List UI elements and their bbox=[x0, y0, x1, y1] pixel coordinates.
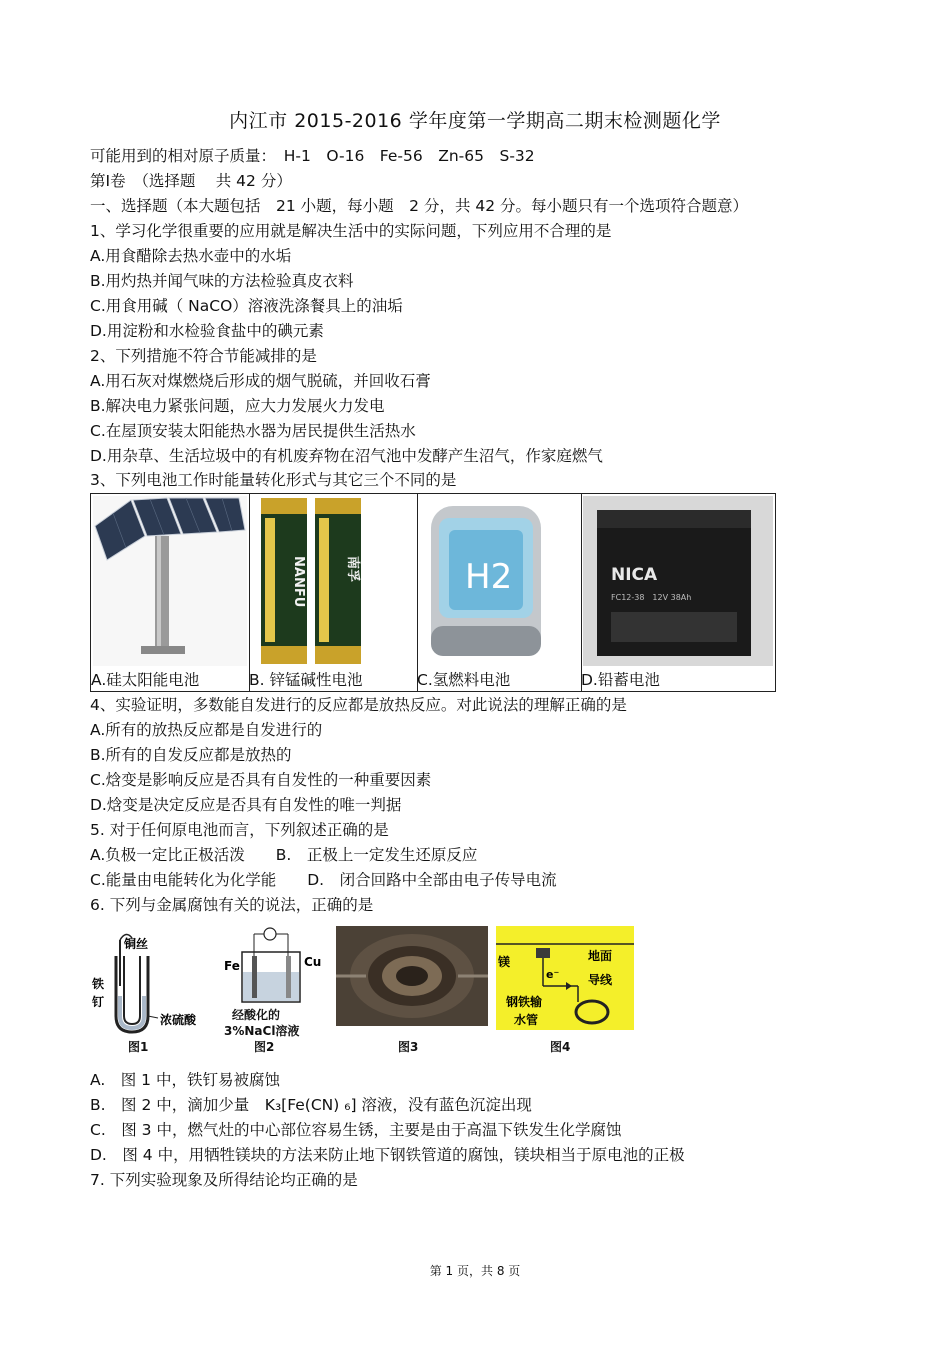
lead-brand-text: NICA bbox=[611, 565, 658, 585]
fig2-solution-1: 经酸化的 bbox=[232, 1008, 281, 1022]
fig2-fe-label: Fe bbox=[224, 959, 240, 973]
page-title: 内江市 2015-2016 学年度第一学期高二期末检测题化学 bbox=[229, 110, 721, 132]
cell-caption-b: B. 锌锰碱性电池 bbox=[249, 671, 363, 689]
q4-option-a: A.所有的放热反应都是自发进行的 bbox=[90, 721, 323, 739]
battery-cn-text: 南孚 bbox=[345, 556, 360, 583]
volume-heading: 第Ⅰ卷 （选择题 共 42 分） bbox=[90, 172, 292, 190]
q3-stem: 3、下列电池工作时能量转化形式与其它三个不同的是 bbox=[90, 471, 457, 489]
pipe-protection-diagram bbox=[496, 926, 634, 1030]
q2-option-c: C.在屋顶安装太阳能热水器为居民提供生活热水 bbox=[90, 422, 416, 440]
fig4-caption: 图4 bbox=[550, 1040, 571, 1054]
q2-option-a: A.用石灰对煤燃烧后形成的烟气脱硫，并回收石膏 bbox=[90, 372, 431, 390]
q1-option-b: B.用灼热并闻气味的方法检验真皮衣料 bbox=[90, 272, 354, 290]
q1-stem: 1、学习化学很重要的应用就是解决生活中的实际问题，下列应用不合理的是 bbox=[90, 222, 612, 240]
beaker-diagram bbox=[224, 926, 334, 1006]
solar-panel-image bbox=[93, 496, 247, 666]
figure-2 bbox=[224, 926, 334, 1056]
fig4-mg-label: 镁 bbox=[498, 955, 511, 969]
fig2-caption: 图2 bbox=[254, 1040, 275, 1054]
q4-option-b: B.所有的自发反应都是放热的 bbox=[90, 746, 292, 764]
fig4-wire-label: 导线 bbox=[588, 973, 613, 987]
page-footer: 第 1 页，共 8 页 bbox=[429, 1264, 521, 1278]
lead-model-text: FC12-38 12V 38Ah bbox=[611, 593, 692, 602]
q4-stem: 4、实验证明，多数能自发进行的反应都是放热反应。对此说法的理解正确的是 bbox=[90, 696, 627, 714]
alkaline-battery-image bbox=[251, 496, 415, 666]
fig1-caption: 图1 bbox=[128, 1040, 149, 1054]
fig1-nail-label-2: 钉 bbox=[92, 995, 105, 1009]
cell-caption-a: A.硅太阳能电池 bbox=[91, 671, 200, 689]
q4-option-d: D.焓变是决定反应是否具有自发性的唯一判据 bbox=[90, 796, 402, 814]
q2-option-b: B.解决电力紧张问题，应大力发展火力发电 bbox=[90, 397, 385, 415]
cell-caption-c: C.氢燃料电池 bbox=[417, 671, 511, 689]
battery-brand-text: NANFU bbox=[291, 556, 306, 608]
fig4-pipe-label-1: 钢铁输 bbox=[506, 995, 543, 1009]
fuel-cell-image bbox=[419, 496, 579, 666]
fig4-electron-label: e⁻ bbox=[546, 968, 560, 981]
fig2-solution-2: 3%NaCl溶液 bbox=[224, 1024, 300, 1038]
q1-option-a: A.用食醋除去热水壶中的水垢 bbox=[90, 247, 292, 265]
cell-alkaline bbox=[249, 494, 418, 691]
q7-stem: 7. 下列实验现象及所得结论均正确的是 bbox=[90, 1171, 358, 1189]
atomic-masses: 可能用到的相对原子质量： H-1 O-16 Fe-56 Zn-65 S-32 bbox=[90, 147, 535, 165]
h2-label: H2 bbox=[465, 557, 513, 597]
q6-option-a: A. 图 1 中，铁钉易被腐蚀 bbox=[90, 1071, 280, 1089]
figure-4 bbox=[496, 926, 634, 1056]
q6-option-b: B. 图 2 中，滴加少量 K₃[Fe(CN) ₆] 溶液，没有蓝色沉淀出现 bbox=[90, 1096, 532, 1114]
q5-options-ab: A.负极一定比正极活泼 B. 正极上一定发生还原反应 bbox=[90, 846, 478, 864]
battery-image-table bbox=[90, 493, 776, 692]
lead-battery-image bbox=[583, 496, 773, 666]
q6-option-d: D. 图 4 中，用牺牲镁块的方法来防止地下钢铁管道的腐蚀，镁块相当于原电池的正极 bbox=[90, 1146, 685, 1164]
fig4-pipe-label-2: 水管 bbox=[514, 1013, 539, 1027]
fig1-acid-label: 浓硫酸 bbox=[160, 1013, 197, 1027]
fig2-cu-label: Cu bbox=[304, 955, 322, 969]
fig1-wire-label: 铜丝 bbox=[124, 937, 149, 951]
q1-option-c: C.用食用碱（ NaCO）溶液洗涤餐具上的油垢 bbox=[90, 297, 403, 315]
cell-lead bbox=[581, 494, 775, 691]
figure-3 bbox=[336, 926, 488, 1056]
stove-photo bbox=[336, 926, 488, 1026]
fig3-caption: 图3 bbox=[398, 1040, 419, 1054]
q6-option-c: C. 图 3 中，燃气灶的中心部位容易生锈，主要是由于高温下铁发生化学腐蚀 bbox=[90, 1121, 622, 1139]
cell-caption-d: D.铅蓄电池 bbox=[581, 671, 660, 689]
cell-fuelcell bbox=[417, 494, 582, 691]
figure-1 bbox=[90, 926, 220, 1056]
q4-option-c: C.焓变是影响反应是否具有自发性的一种重要因素 bbox=[90, 771, 432, 789]
q6-stem: 6. 下列与金属腐蚀有关的说法，正确的是 bbox=[90, 896, 374, 914]
q6-figures bbox=[90, 926, 635, 1056]
q2-option-d: D.用杂草、生活垃圾中的有机废弃物在沼气池中发酵产生沼气，作家庭燃气 bbox=[90, 447, 603, 465]
section-heading: 一、选择题（本大题包括 21 小题，每小题 2 分，共 42 分。每小题只有一个选项符合题意） bbox=[90, 197, 749, 215]
fig1-nail-label-1: 铁 bbox=[92, 977, 105, 991]
q5-stem: 5. 对于任何原电池而言，下列叙述正确的是 bbox=[90, 821, 389, 839]
q2-stem: 2、下列措施不符合节能减排的是 bbox=[90, 347, 317, 365]
q5-options-cd: C.能量由电能转化为化学能 D. 闭合回路中全部由电子传导电流 bbox=[90, 871, 557, 889]
fig4-ground-label: 地面 bbox=[588, 949, 613, 963]
cell-solar bbox=[91, 494, 250, 691]
q1-option-d: D.用淀粉和水检验食盐中的碘元素 bbox=[90, 322, 324, 340]
u-tube-diagram bbox=[90, 926, 220, 1038]
